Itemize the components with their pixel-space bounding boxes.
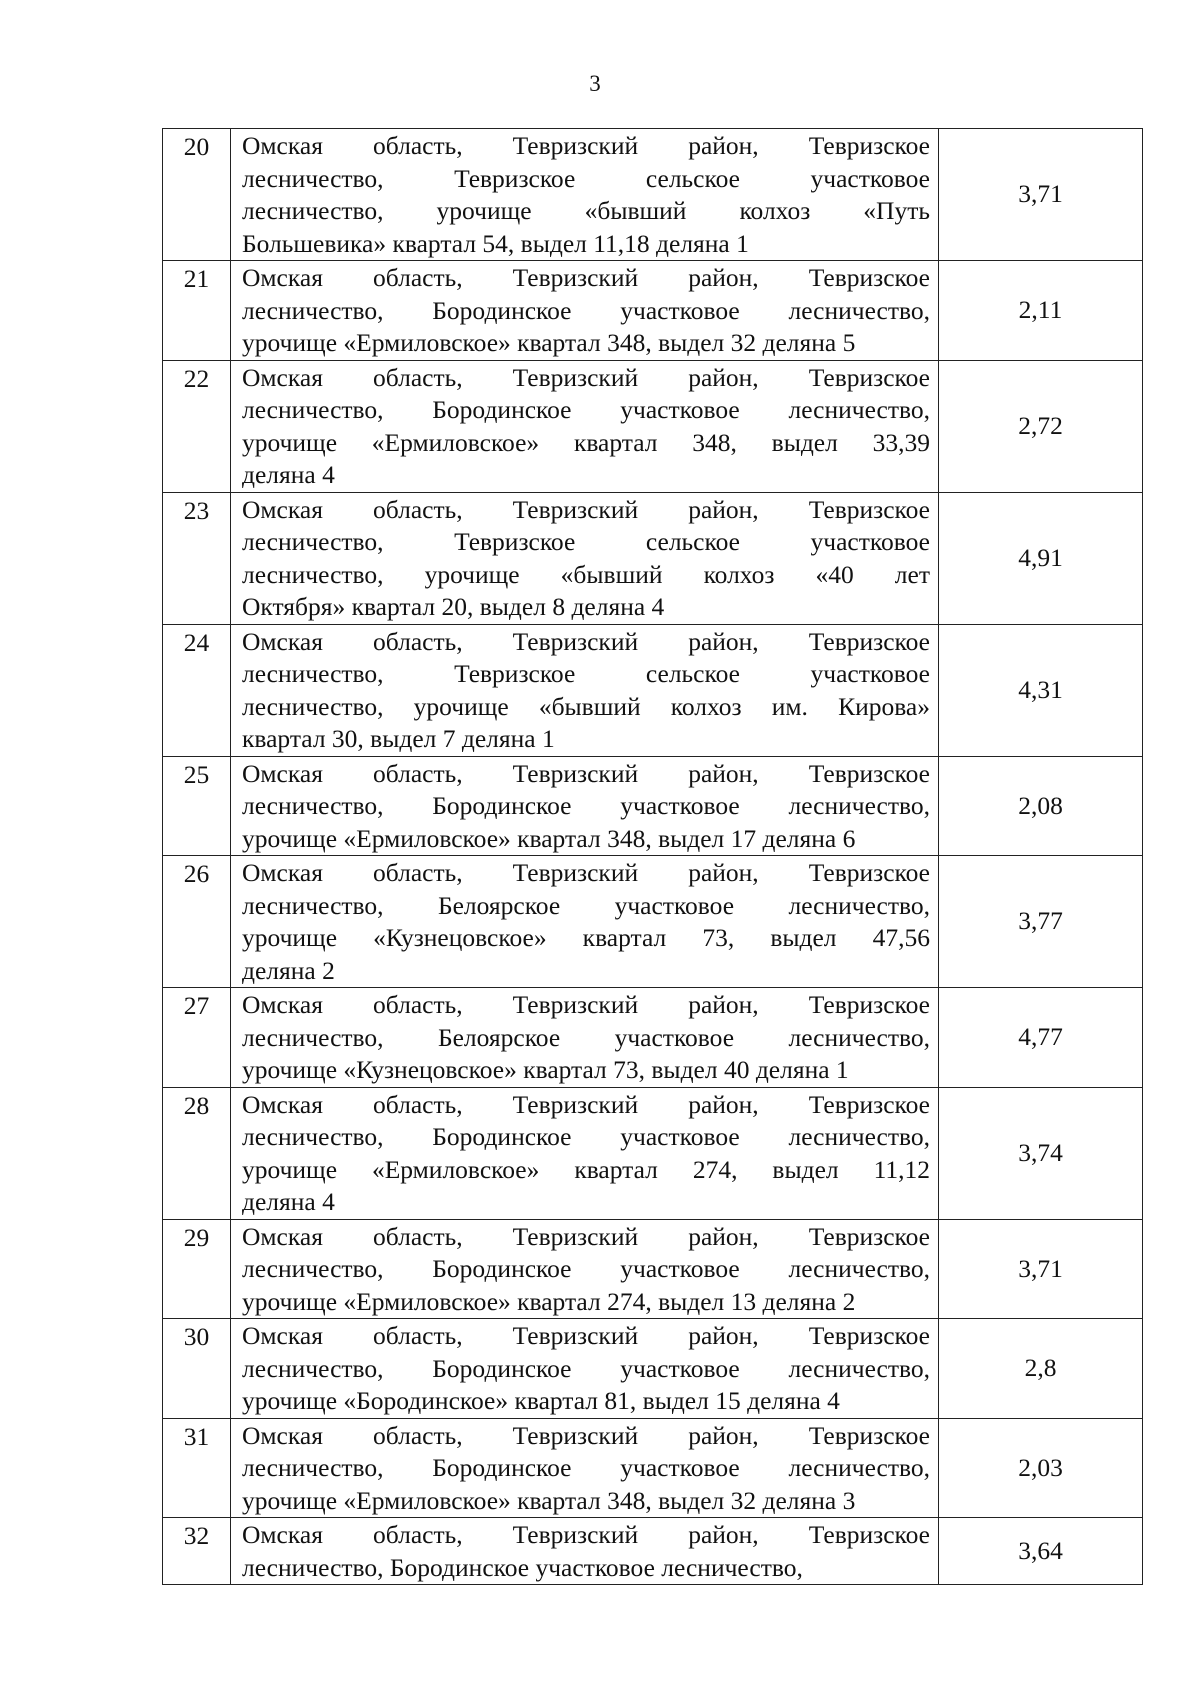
area-value: 3,64	[939, 1518, 1143, 1585]
area-value: 3,71	[939, 1219, 1143, 1319]
location-line: лесничество, Бородинское участковое лесничество,	[242, 295, 930, 325]
location-line: деляна 4	[242, 1187, 335, 1216]
location-line: Омская область, Тевризский район, Тевризское	[242, 362, 930, 392]
location-description	[231, 261, 939, 361]
area-value: 2,08	[939, 756, 1143, 856]
table-row	[163, 1087, 1143, 1219]
location-line: лесничество, Бородинское участковое лесничество,	[242, 395, 930, 424]
row-number: 31	[163, 1418, 231, 1518]
area-value: 3,71	[939, 129, 1143, 261]
location-line: Омская область, Тевризский район, Тевризское	[242, 1221, 930, 1251]
area-value: 3,74	[939, 1087, 1143, 1219]
table-row	[163, 756, 1143, 856]
table-row	[163, 856, 1143, 988]
row-number: 26	[163, 856, 231, 988]
row-number: 30	[163, 1319, 231, 1419]
location-line: лесничество, Бородинское участковое лесничество,	[242, 1122, 930, 1151]
location-line: лесничество, Бородинское участковое лесничество,	[242, 1453, 930, 1482]
row-number: 22	[163, 360, 231, 492]
area-value: 4,77	[939, 988, 1143, 1088]
table-row	[163, 1219, 1143, 1319]
location-line: лесничество, Бородинское участковое лесничество,	[242, 1353, 930, 1383]
row-number: 28	[163, 1087, 231, 1219]
location-line: лесничество, Бородинское участковое лесничество,	[242, 1552, 803, 1582]
location-description	[231, 1418, 939, 1518]
row-number: 21	[163, 261, 231, 361]
location-line: Омская область, Тевризский район, Тевризское	[242, 626, 930, 656]
location-line: лесничество, Белоярское участковое лесничество,	[242, 890, 930, 920]
location-line: лесничество, Тевризское сельское участковое	[242, 659, 930, 688]
location-line: Омская область, Тевризский район, Тевризское	[242, 990, 930, 1019]
table-row	[163, 360, 1143, 492]
location-line: Омская область, Тевризский район, Тевризское	[242, 263, 930, 292]
table-row	[163, 1418, 1143, 1518]
area-value: 2,72	[939, 360, 1143, 492]
location-line: лесничество, урочище «бывший колхоз «40 лет	[242, 559, 930, 589]
location-line: Омская область, Тевризский район, Тевризское	[242, 1520, 930, 1549]
row-number: 23	[163, 492, 231, 624]
location-line: квартал 30, выдел 7 деляна 1	[242, 724, 555, 753]
location-description	[231, 1087, 939, 1219]
location-line: урочище «Ермиловское» квартал 348, выдел 32 деляна 5	[242, 328, 856, 357]
table-row	[163, 988, 1143, 1088]
location-line: Омская область, Тевризский район, Тевризское	[242, 758, 930, 788]
location-line: лесничество, Бородинское участковое лесничество,	[242, 1254, 930, 1283]
location-line: Большевика» квартал 54, выдел 11,18 деляна 1	[242, 228, 749, 258]
table-row	[163, 624, 1143, 756]
location-line: Омская область, Тевризский район, Тевризское	[242, 1089, 930, 1119]
location-description	[231, 624, 939, 756]
location-line: урочище «Ермиловское» квартал 348, выдел 33,39	[242, 427, 930, 457]
location-description	[231, 988, 939, 1088]
location-line: урочище «Ермиловское» квартал 348, выдел 17 деляна 6	[242, 823, 856, 853]
location-line: урочище «Ермиловское» квартал 274, выдел 11,12	[242, 1154, 930, 1184]
row-number: 32	[163, 1518, 231, 1585]
plots-table-body	[163, 129, 1143, 1585]
location-line: лесничество, Тевризское сельское участковое	[242, 163, 930, 193]
location-description	[231, 756, 939, 856]
location-description	[231, 360, 939, 492]
location-line: урочище «Бородинское» квартал 81, выдел 15 деляна 4	[242, 1386, 840, 1415]
location-line: урочище «Кузнецовское» квартал 73, выдел 40 деляна 1	[242, 1055, 849, 1084]
page-number: 3	[589, 71, 601, 96]
row-number: 25	[163, 756, 231, 856]
area-value: 2,11	[939, 261, 1143, 361]
location-line: лесничество, Бородинское участковое лесничество,	[242, 791, 930, 820]
location-line: деляна 4	[242, 460, 335, 489]
table-row	[163, 261, 1143, 361]
table-row	[163, 1319, 1143, 1419]
location-description	[231, 129, 939, 261]
location-line: Октября» квартал 20, выдел 8 деляна 4	[242, 592, 665, 621]
location-description	[231, 492, 939, 624]
location-line: лесничество, Белоярское участковое лесничество,	[242, 1022, 930, 1052]
location-description	[231, 1319, 939, 1419]
location-line: Омская область, Тевризский район, Тевризское	[242, 1420, 930, 1450]
location-line: Омская область, Тевризский район, Тевризское	[242, 858, 930, 887]
location-line: лесничество, Тевризское сельское участковое	[242, 527, 930, 556]
location-line: Омская область, Тевризский район, Тевризское	[242, 1321, 930, 1350]
location-line: лесничество, урочище «бывший колхоз «Путь	[242, 196, 930, 225]
area-value: 4,31	[939, 624, 1143, 756]
location-line: Омская область, Тевризский район, Тевризское	[242, 131, 930, 160]
area-value: 2,03	[939, 1418, 1143, 1518]
location-line: урочище «Ермиловское» квартал 348, выдел 32 деляна 3	[242, 1485, 856, 1515]
location-line: урочище «Кузнецовское» квартал 73, выдел 47,56	[242, 923, 930, 952]
row-number: 20	[163, 129, 231, 261]
location-description	[231, 1219, 939, 1319]
area-value: 3,77	[939, 856, 1143, 988]
row-number: 24	[163, 624, 231, 756]
area-value: 4,91	[939, 492, 1143, 624]
location-description	[231, 1518, 939, 1585]
location-line: Омская область, Тевризский район, Тевризское	[242, 494, 930, 524]
table-row	[163, 129, 1143, 261]
location-line: урочище «Ермиловское» квартал 274, выдел 13 деляна 2	[242, 1286, 856, 1316]
table-row	[163, 492, 1143, 624]
location-line: лесничество, урочище «бывший колхоз им. Кирова»	[242, 691, 930, 721]
area-value: 2,8	[939, 1319, 1143, 1419]
row-number: 29	[163, 1219, 231, 1319]
table-row	[163, 1518, 1143, 1585]
location-line: деляна 2	[242, 955, 335, 985]
location-description	[231, 856, 939, 988]
plots-table	[162, 128, 1143, 1585]
row-number: 27	[163, 988, 231, 1088]
